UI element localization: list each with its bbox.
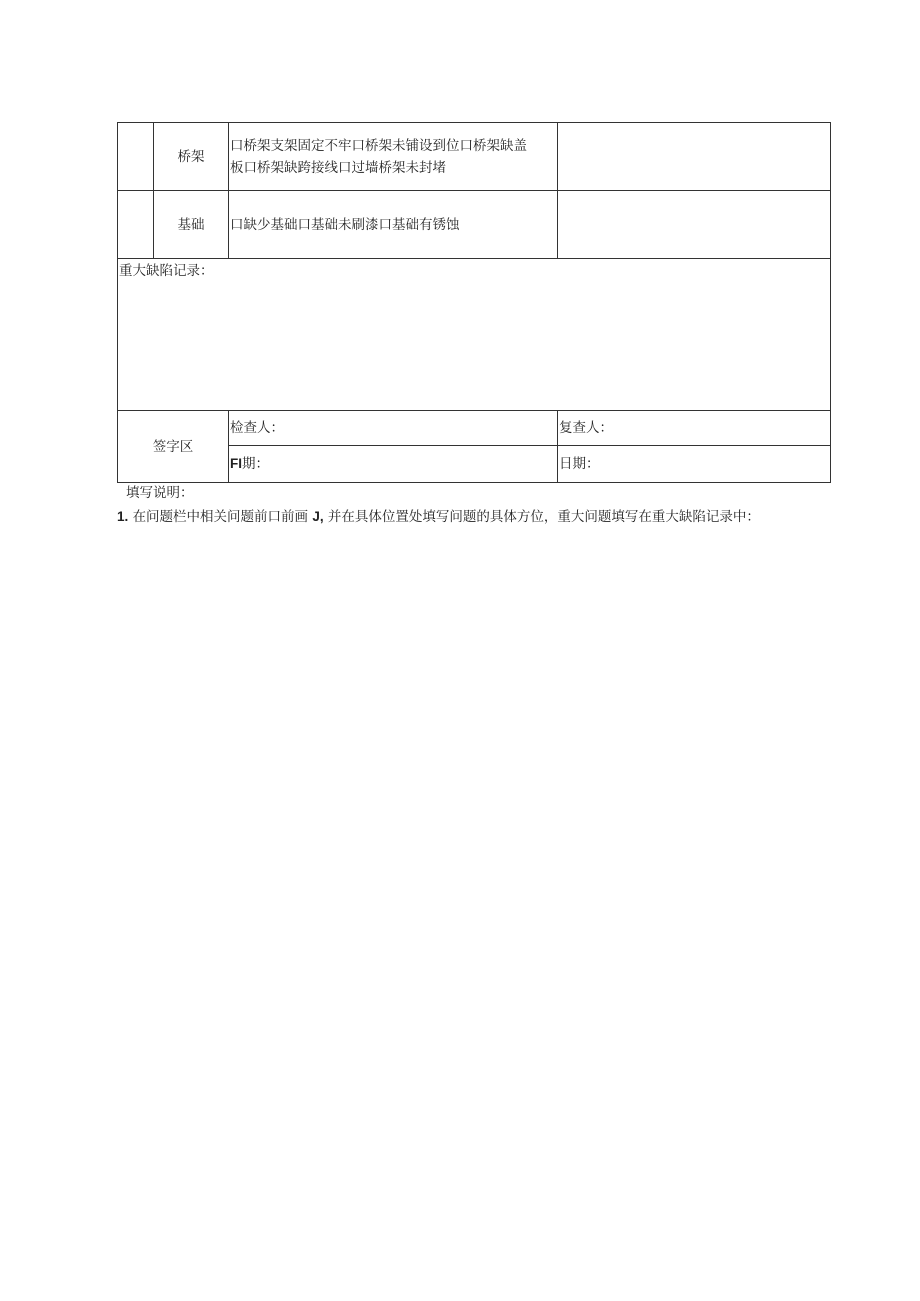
- issues-line-1: 口桥架支架固定不牢口桥架未铺设到位口桥架缺盖: [230, 138, 527, 154]
- date-label-prefix: FI: [230, 456, 242, 471]
- location-cell-bridge-frame[interactable]: [557, 123, 830, 190]
- table-row-foundation: [117, 190, 831, 258]
- issues-cell-foundation[interactable]: [228, 191, 557, 258]
- signature-section-label: 签字区: [152, 438, 194, 455]
- table-row-bridge-frame: [117, 122, 831, 190]
- inspector-label: 检查人：: [230, 420, 284, 436]
- instruction-item-1: [117, 507, 760, 527]
- instruction-check-mark: J,: [312, 509, 324, 524]
- inspector-field[interactable]: [228, 411, 557, 446]
- review-date-field[interactable]: [557, 446, 830, 482]
- date-label-suffix: 期：: [242, 456, 269, 472]
- item-cell-foundation: [153, 191, 228, 258]
- inspection-form-table: [117, 122, 831, 483]
- reviewer-field[interactable]: [557, 411, 831, 446]
- location-cell-foundation[interactable]: [557, 191, 830, 258]
- instruction-text-part1: 在问题栏中相关问题前口前画: [132, 509, 309, 525]
- signature-label-cell: [118, 411, 228, 482]
- issues-line-1: 口缺少基础口基础未刷漆口基础有锈蚀: [230, 217, 460, 233]
- major-defects-label: 重大缺陷记录：: [119, 263, 214, 279]
- category-cell: [118, 191, 153, 258]
- item-label: 基础: [177, 216, 205, 233]
- category-column-border: [117, 122, 118, 258]
- instruction-number: 1.: [117, 509, 129, 524]
- instructions-title: 填写说明：: [126, 485, 194, 501]
- item-cell-bridge-frame: [153, 123, 228, 190]
- item-label: 桥架: [177, 148, 205, 165]
- signature-section: [117, 410, 831, 483]
- issues-line-2: 板口桥架缺跨接线口过墙桥架未封堵: [230, 160, 446, 176]
- review-date-label: 日期：: [559, 456, 600, 472]
- major-defects-record[interactable]: [117, 258, 831, 410]
- reviewer-label: 复查人：: [559, 420, 613, 436]
- category-cell: [118, 123, 153, 190]
- inspection-date-field[interactable]: [228, 446, 557, 482]
- issues-cell-bridge-frame[interactable]: [228, 123, 557, 190]
- instruction-text-part2: 并在具体位置处填写问题的具体方位，重大问题填写在重大缺陷记录中：: [327, 509, 760, 525]
